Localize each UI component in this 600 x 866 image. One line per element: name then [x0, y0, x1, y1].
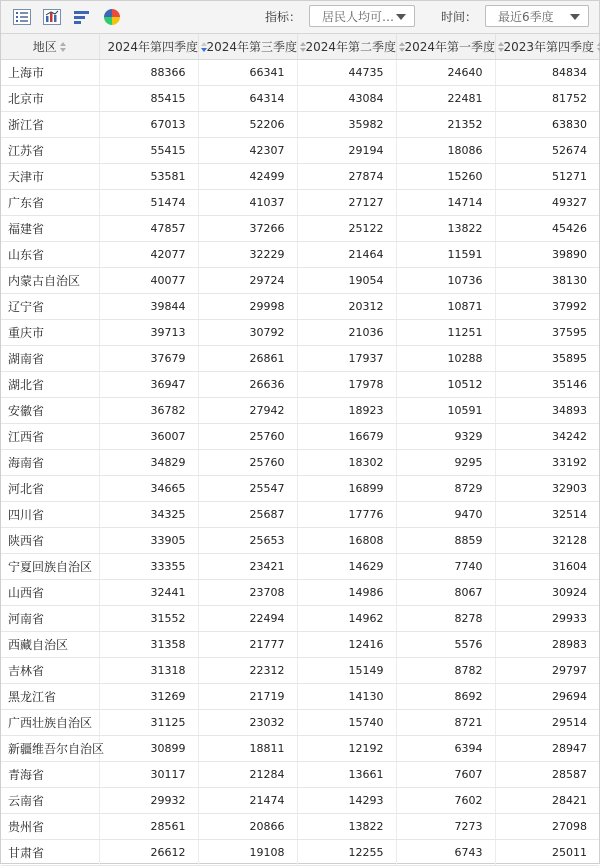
value-cell: 64314: [198, 85, 297, 111]
table-row: [1, 293, 599, 319]
value-cell: 18923: [297, 397, 396, 423]
value-cell: 26612: [99, 839, 198, 865]
value-cell: 45426: [495, 215, 599, 241]
table-row: [1, 215, 599, 241]
value-cell: 22481: [396, 85, 495, 111]
value-cell: 16899: [297, 475, 396, 501]
table-row: [1, 839, 599, 865]
value-cell: 25687: [198, 501, 297, 527]
value-cell: 9295: [396, 449, 495, 475]
table-row: [1, 189, 599, 215]
value-cell: 37595: [495, 319, 599, 345]
value-cell: 11591: [396, 241, 495, 267]
value-cell: 6394: [396, 735, 495, 761]
value-cell: 36782: [99, 397, 198, 423]
sort-icon[interactable]: [60, 42, 67, 52]
column-header-period[interactable]: [297, 34, 396, 59]
value-cell: 31358: [99, 631, 198, 657]
value-cell: 17978: [297, 371, 396, 397]
region-cell: 北京市: [1, 85, 99, 111]
value-cell: 25653: [198, 527, 297, 553]
table-row: [1, 59, 599, 85]
value-cell: 24640: [396, 59, 495, 85]
value-cell: 8692: [396, 683, 495, 709]
table-row: [1, 683, 599, 709]
region-cell: 江苏省: [1, 137, 99, 163]
value-cell: 40077: [99, 267, 198, 293]
column-header-region[interactable]: [1, 34, 99, 59]
value-cell: 32903: [495, 475, 599, 501]
value-cell: 13661: [297, 761, 396, 787]
value-cell: 49327: [495, 189, 599, 215]
value-cell: 42499: [198, 163, 297, 189]
value-cell: 22312: [198, 657, 297, 683]
value-cell: 8067: [396, 579, 495, 605]
value-cell: 34665: [99, 475, 198, 501]
region-cell: 吉林省: [1, 657, 99, 683]
value-cell: 34242: [495, 423, 599, 449]
value-cell: 29932: [99, 787, 198, 813]
horizontal-bar-icon[interactable]: [71, 6, 93, 28]
value-cell: 14629: [297, 553, 396, 579]
value-cell: 15260: [396, 163, 495, 189]
value-cell: 25547: [198, 475, 297, 501]
value-cell: 31604: [495, 553, 599, 579]
value-cell: 52674: [495, 137, 599, 163]
region-cell: 青海省: [1, 761, 99, 787]
value-cell: 12255: [297, 839, 396, 865]
value-cell: 38130: [495, 267, 599, 293]
value-cell: 41037: [198, 189, 297, 215]
chevron-down-icon: [396, 14, 406, 20]
chevron-down-icon: [570, 14, 580, 20]
filter-group: [265, 5, 589, 27]
table-row: [1, 501, 599, 527]
value-cell: 34325: [99, 501, 198, 527]
value-cell: 30792: [198, 319, 297, 345]
value-cell: 32441: [99, 579, 198, 605]
region-cell: 重庆市: [1, 319, 99, 345]
value-cell: 22494: [198, 605, 297, 631]
value-cell: 25760: [198, 423, 297, 449]
value-cell: 31318: [99, 657, 198, 683]
value-cell: 7273: [396, 813, 495, 839]
value-cell: 18811: [198, 735, 297, 761]
value-cell: 27127: [297, 189, 396, 215]
value-cell: 34893: [495, 397, 599, 423]
table-row: [1, 449, 599, 475]
time-label: 时间：: [440, 9, 477, 24]
value-cell: 10871: [396, 293, 495, 319]
value-cell: 17937: [297, 345, 396, 371]
value-cell: 29514: [495, 709, 599, 735]
value-cell: 33905: [99, 527, 198, 553]
value-cell: 15740: [297, 709, 396, 735]
value-cell: 42077: [99, 241, 198, 267]
region-cell: 湖北省: [1, 371, 99, 397]
column-header-period[interactable]: [99, 34, 198, 59]
value-cell: 18302: [297, 449, 396, 475]
region-cell: 新疆维吾尔自治区: [1, 735, 99, 761]
data-table: [1, 34, 599, 866]
column-header-period[interactable]: [495, 34, 599, 59]
value-cell: 55415: [99, 137, 198, 163]
value-cell: 28947: [495, 735, 599, 761]
region-cell: 广西壮族自治区: [1, 709, 99, 735]
region-cell: 宁夏回族自治区: [1, 553, 99, 579]
region-cell: 云南省: [1, 787, 99, 813]
value-cell: 43084: [297, 85, 396, 111]
indicator-select-value: 居民人均可…: [321, 9, 394, 24]
table-row: [1, 371, 599, 397]
table-row: [1, 735, 599, 761]
value-cell: 9470: [396, 501, 495, 527]
table-row: [1, 787, 599, 813]
value-cell: 53581: [99, 163, 198, 189]
table-row: [1, 137, 599, 163]
table-row: [1, 319, 599, 345]
table-row: [1, 761, 599, 787]
value-cell: 29194: [297, 137, 396, 163]
region-cell: 辽宁省: [1, 293, 99, 319]
value-cell: 13822: [396, 215, 495, 241]
value-cell: 34829: [99, 449, 198, 475]
value-cell: 10288: [396, 345, 495, 371]
value-cell: 14293: [297, 787, 396, 813]
value-cell: 8278: [396, 605, 495, 631]
value-cell: 51271: [495, 163, 599, 189]
table-row: [1, 657, 599, 683]
table-row: [1, 397, 599, 423]
value-cell: 9329: [396, 423, 495, 449]
region-cell: 浙江省: [1, 111, 99, 137]
value-cell: 23708: [198, 579, 297, 605]
value-cell: 14962: [297, 605, 396, 631]
region-cell: 四川省: [1, 501, 99, 527]
value-cell: 44735: [297, 59, 396, 85]
region-cell: 山东省: [1, 241, 99, 267]
value-cell: 19108: [198, 839, 297, 865]
value-cell: 10512: [396, 371, 495, 397]
value-cell: 21284: [198, 761, 297, 787]
value-cell: 33192: [495, 449, 599, 475]
value-cell: 30924: [495, 579, 599, 605]
value-cell: 88366: [99, 59, 198, 85]
table-row: [1, 553, 599, 579]
value-cell: 15149: [297, 657, 396, 683]
value-cell: 17776: [297, 501, 396, 527]
value-cell: 10591: [396, 397, 495, 423]
pie-chart-icon[interactable]: [101, 6, 123, 28]
value-cell: 29998: [198, 293, 297, 319]
table-row: [1, 111, 599, 137]
column-header-period[interactable]: [396, 34, 495, 59]
value-cell: 30117: [99, 761, 198, 787]
region-cell: 湖南省: [1, 345, 99, 371]
value-cell: 12192: [297, 735, 396, 761]
value-cell: 28561: [99, 813, 198, 839]
region-cell: 西藏自治区: [1, 631, 99, 657]
value-cell: 35982: [297, 111, 396, 137]
region-cell: 河北省: [1, 475, 99, 501]
value-cell: 8729: [396, 475, 495, 501]
value-cell: 32128: [495, 527, 599, 553]
value-cell: 21352: [396, 111, 495, 137]
region-cell: 广东省: [1, 189, 99, 215]
value-cell: 29797: [495, 657, 599, 683]
value-cell: 21719: [198, 683, 297, 709]
value-cell: 7602: [396, 787, 495, 813]
value-cell: 84834: [495, 59, 599, 85]
bar-chart-icon[interactable]: [41, 6, 63, 28]
column-header-period[interactable]: [198, 34, 297, 59]
value-cell: 19054: [297, 267, 396, 293]
value-cell: 36947: [99, 371, 198, 397]
value-cell: 66341: [198, 59, 297, 85]
table-row: [1, 631, 599, 657]
value-cell: 39713: [99, 319, 198, 345]
value-cell: 27942: [198, 397, 297, 423]
region-cell: 安徽省: [1, 397, 99, 423]
table-row: [1, 579, 599, 605]
region-cell: 天津市: [1, 163, 99, 189]
value-cell: 8859: [396, 527, 495, 553]
value-cell: 7607: [396, 761, 495, 787]
value-cell: 16808: [297, 527, 396, 553]
value-cell: 8721: [396, 709, 495, 735]
value-cell: 27874: [297, 163, 396, 189]
value-cell: 31269: [99, 683, 198, 709]
value-cell: 21777: [198, 631, 297, 657]
value-cell: 31552: [99, 605, 198, 631]
table-row: [1, 163, 599, 189]
value-cell: 16679: [297, 423, 396, 449]
region-cell: 甘肃省: [1, 839, 99, 865]
table-row: [1, 709, 599, 735]
value-cell: 85415: [99, 85, 198, 111]
value-cell: 63830: [495, 111, 599, 137]
value-cell: 21464: [297, 241, 396, 267]
value-cell: 21474: [198, 787, 297, 813]
indicator-label: 指标：: [264, 9, 301, 24]
region-cell: 江西省: [1, 423, 99, 449]
value-cell: 36007: [99, 423, 198, 449]
value-cell: 13822: [297, 813, 396, 839]
value-cell: 28421: [495, 787, 599, 813]
value-cell: 12416: [297, 631, 396, 657]
column-header-label: 2024年第四季度: [107, 39, 199, 54]
value-cell: 37266: [198, 215, 297, 241]
table-row: [1, 267, 599, 293]
region-cell: 上海市: [1, 59, 99, 85]
value-cell: 20866: [198, 813, 297, 839]
value-cell: 32229: [198, 241, 297, 267]
indicator-select[interactable]: [309, 5, 415, 27]
value-cell: 67013: [99, 111, 198, 137]
value-cell: 14130: [297, 683, 396, 709]
table-row: [1, 345, 599, 371]
value-cell: 42307: [198, 137, 297, 163]
value-cell: 32514: [495, 501, 599, 527]
value-cell: 28983: [495, 631, 599, 657]
value-cell: 18086: [396, 137, 495, 163]
column-header-label: 地区: [32, 39, 57, 54]
value-cell: 33355: [99, 553, 198, 579]
value-cell: 31125: [99, 709, 198, 735]
region-cell: 山西省: [1, 579, 99, 605]
value-cell: 51474: [99, 189, 198, 215]
sort-icon[interactable]: [498, 42, 505, 52]
value-cell: 14986: [297, 579, 396, 605]
table-header-row: [1, 34, 599, 59]
value-cell: 6743: [396, 839, 495, 865]
region-cell: 福建省: [1, 215, 99, 241]
table-body: [1, 59, 599, 865]
value-cell: 7740: [396, 553, 495, 579]
value-cell: 25122: [297, 215, 396, 241]
value-cell: 39844: [99, 293, 198, 319]
value-cell: 81752: [495, 85, 599, 111]
value-cell: 21036: [297, 319, 396, 345]
sort-icon[interactable]: [300, 42, 307, 52]
value-cell: 47857: [99, 215, 198, 241]
value-cell: 8782: [396, 657, 495, 683]
toolbar: [1, 1, 599, 34]
value-cell: 37679: [99, 345, 198, 371]
value-cell: 11251: [396, 319, 495, 345]
column-header-label: 2024年第一季度: [404, 39, 496, 54]
region-cell: 河南省: [1, 605, 99, 631]
value-cell: 25011: [495, 839, 599, 865]
table-row: [1, 241, 599, 267]
value-cell: 37992: [495, 293, 599, 319]
time-select-value: 最近6季度: [498, 9, 554, 24]
value-cell: 29694: [495, 683, 599, 709]
sort-icon[interactable]: [201, 42, 208, 52]
table-row: [1, 527, 599, 553]
value-cell: 29933: [495, 605, 599, 631]
column-header-label: 2024年第三季度: [206, 39, 298, 54]
sort-icon[interactable]: [399, 42, 406, 52]
value-cell: 29724: [198, 267, 297, 293]
value-cell: 23421: [198, 553, 297, 579]
value-cell: 30899: [99, 735, 198, 761]
table-row: [1, 85, 599, 111]
table-row: [1, 813, 599, 839]
table-row: [1, 475, 599, 501]
value-cell: 35146: [495, 371, 599, 397]
value-cell: 52206: [198, 111, 297, 137]
value-cell: 35895: [495, 345, 599, 371]
value-cell: 5576: [396, 631, 495, 657]
value-cell: 39890: [495, 241, 599, 267]
list-view-icon[interactable]: [11, 6, 33, 28]
table-row: [1, 423, 599, 449]
region-cell: 黑龙江省: [1, 683, 99, 709]
table-row: [1, 605, 599, 631]
region-cell: 海南省: [1, 449, 99, 475]
region-cell: 内蒙古自治区: [1, 267, 99, 293]
value-cell: 28587: [495, 761, 599, 787]
region-cell: 贵州省: [1, 813, 99, 839]
value-cell: 23032: [198, 709, 297, 735]
column-header-label: 2024年第二季度: [305, 39, 397, 54]
value-cell: 26636: [198, 371, 297, 397]
value-cell: 25760: [198, 449, 297, 475]
time-select[interactable]: [485, 5, 589, 27]
value-cell: 27098: [495, 813, 599, 839]
column-header-label: 2023年第四季度: [503, 39, 595, 54]
region-cell: 陕西省: [1, 527, 99, 553]
value-cell: 14714: [396, 189, 495, 215]
value-cell: 20312: [297, 293, 396, 319]
value-cell: 26861: [198, 345, 297, 371]
value-cell: 10736: [396, 267, 495, 293]
